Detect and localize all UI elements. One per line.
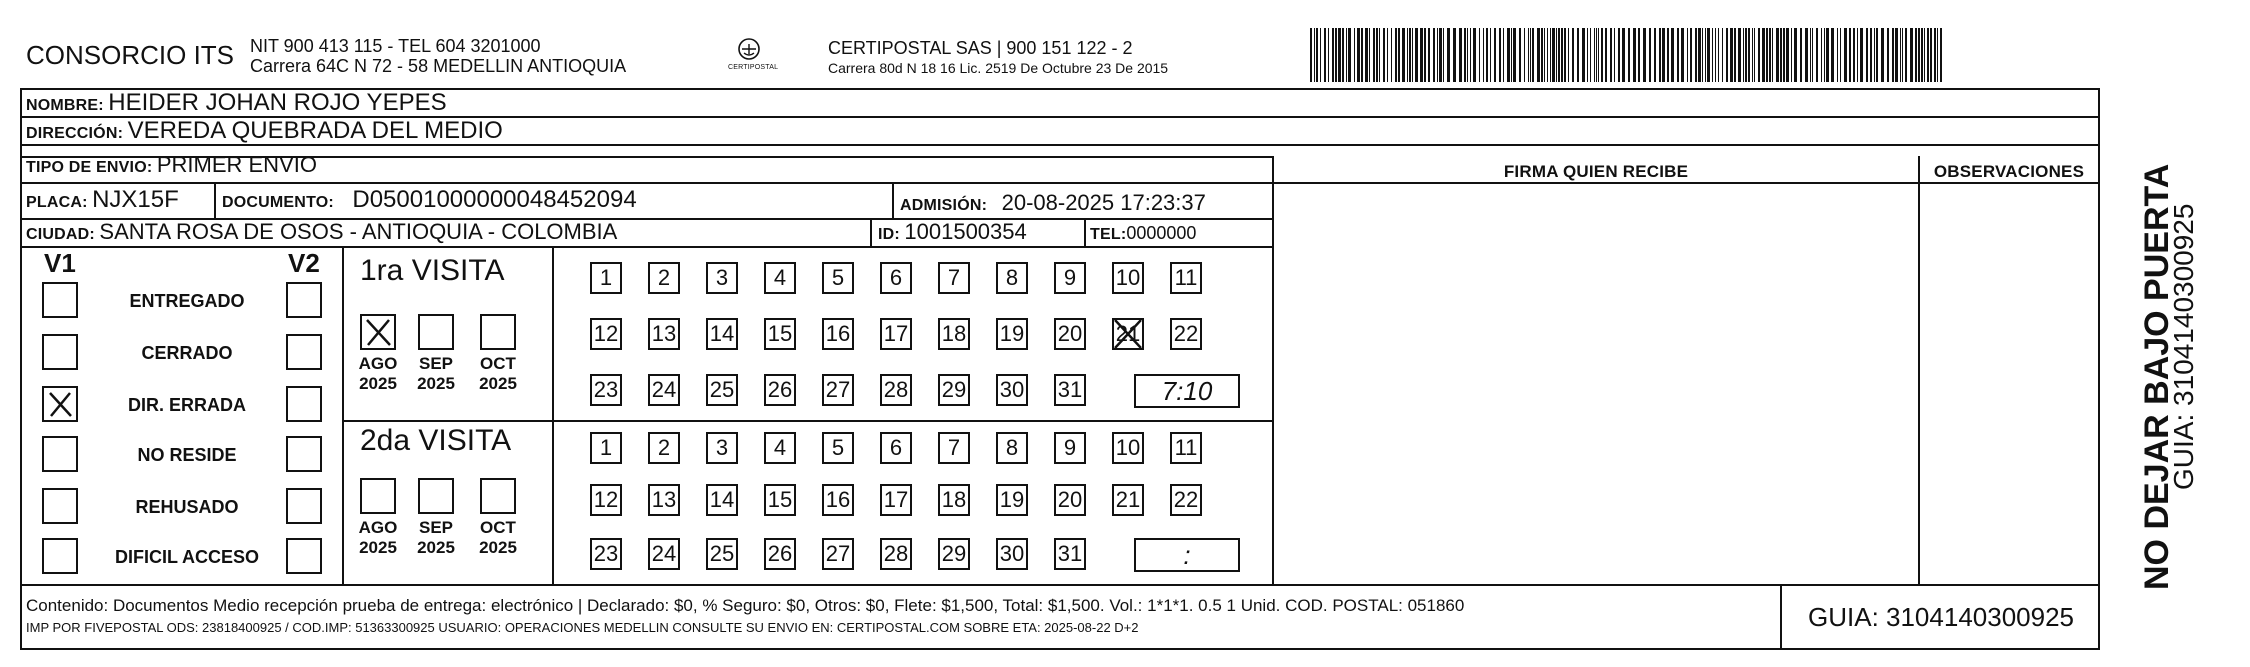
day-number: 22 — [1173, 487, 1199, 512]
barcode — [1310, 28, 1944, 82]
day-box[interactable] — [880, 432, 912, 464]
day-box[interactable] — [706, 484, 738, 516]
day-number: 29 — [941, 377, 967, 402]
day-number: 21 — [1115, 321, 1141, 346]
day-box[interactable] — [822, 432, 854, 464]
status-label: DIR. ERRADA — [127, 395, 246, 415]
day-number: 1 — [599, 265, 613, 290]
time-field[interactable] — [1134, 538, 1240, 572]
day-number: 1 — [599, 435, 613, 460]
tipo-label: TIPO DE ENVIO: — [26, 159, 153, 176]
month-checkbox[interactable] — [418, 478, 454, 514]
day-box[interactable] — [590, 262, 622, 294]
day-number: 27 — [825, 541, 851, 566]
status-label: DIFICIL ACCESO — [114, 547, 259, 567]
day-box[interactable] — [938, 374, 970, 406]
company-info-line2: Carrera 64C N 72 - 58 MEDELLIN ANTIOQUIA — [250, 56, 627, 76]
observations-area[interactable] — [1920, 184, 2098, 584]
documento-value: D05001000000048452094 — [352, 186, 637, 213]
side-warning: NO DEJAR BAJO PUERTA — [2138, 163, 2176, 590]
day-number: 14 — [709, 487, 735, 512]
day-number: 7 — [947, 265, 961, 290]
day-box[interactable] — [1112, 262, 1144, 294]
status-v1-checkbox[interactable] — [42, 436, 78, 472]
day-box[interactable] — [938, 538, 970, 570]
side-text-line2-wrap — [2160, 60, 2210, 650]
day-box[interactable] — [996, 484, 1028, 516]
tel-label: TEL: — [1090, 226, 1127, 243]
day-box[interactable] — [996, 374, 1028, 406]
tipo-row — [26, 152, 317, 178]
day-number: 29 — [941, 541, 967, 566]
day-number: 8 — [1005, 435, 1019, 460]
day-box[interactable] — [764, 538, 796, 570]
admision-value: 20-08-2025 17:23:37 — [1001, 190, 1206, 215]
side-text-line1-wrap — [2110, 60, 2176, 650]
day-number: 23 — [593, 377, 619, 402]
day-number: 24 — [651, 377, 677, 402]
day-number: 9 — [1063, 265, 1077, 290]
company-info-line1: NIT 900 413 115 - TEL 604 3201000 — [250, 36, 541, 56]
day-number: 31 — [1057, 377, 1083, 402]
id-value: 1001500354 — [904, 219, 1027, 244]
direccion-label: DIRECCIÓN: — [26, 125, 124, 142]
status-label: NO RESIDE — [137, 445, 237, 465]
time-field[interactable] — [1134, 374, 1240, 408]
day-number: 31 — [1057, 541, 1083, 566]
time-text: 7:10 — [1161, 376, 1213, 406]
month-checkbox[interactable] — [480, 478, 516, 514]
day-box[interactable] — [880, 318, 912, 350]
day-box[interactable] — [880, 374, 912, 406]
day-number: 14 — [709, 321, 735, 346]
day-box[interactable] — [938, 262, 970, 294]
day-box[interactable] — [822, 262, 854, 294]
cross-mark-icon — [1111, 317, 1145, 351]
day-box[interactable] — [706, 262, 738, 294]
check-mark-icon — [44, 388, 76, 420]
admision-row — [900, 190, 1206, 216]
status-v1-checkbox[interactable] — [42, 386, 78, 422]
placa-row — [26, 186, 179, 214]
day-box[interactable] — [1170, 432, 1202, 464]
day-number: 18 — [941, 321, 967, 346]
status-label: ENTREGADO — [129, 291, 245, 311]
ciudad-row — [26, 219, 617, 245]
day-box[interactable] — [1054, 432, 1086, 464]
status-v2-checkbox[interactable] — [286, 436, 322, 472]
placa-label: PLACA: — [26, 194, 88, 211]
day-box[interactable] — [590, 538, 622, 570]
status-label: CERRADO — [141, 343, 233, 363]
day-box[interactable] — [938, 484, 970, 516]
day-box[interactable] — [648, 374, 680, 406]
day-box[interactable] — [590, 432, 622, 464]
day-number: 8 — [1005, 265, 1019, 290]
day-box[interactable] — [880, 538, 912, 570]
status-v1-checkbox[interactable] — [42, 538, 78, 574]
day-box[interactable] — [996, 262, 1028, 294]
month-year: 2025 — [417, 374, 455, 393]
day-box[interactable] — [880, 262, 912, 294]
courier-info-line1: CERTIPOSTAL SAS | 900 151 122 - 2 — [828, 38, 1133, 58]
day-number: 13 — [651, 487, 677, 512]
day-box[interactable] — [1054, 262, 1086, 294]
day-box[interactable] — [1112, 318, 1144, 350]
status-v2-checkbox[interactable] — [286, 386, 322, 422]
day-box[interactable] — [590, 318, 622, 350]
day-number: 30 — [999, 377, 1025, 402]
direccion-row — [26, 117, 503, 145]
footer-imp: IMP POR FIVEPOSTAL ODS: 23818400925 / COD.IMP: 51363300925 USUARIO: OPERACIONES MEDELLIN CONSULTE SU ENVIO EN: CERTIPOSTAL.COM SOBRE ETA: 2025-08-22 D+2 — [26, 620, 1139, 635]
status-v2-checkbox[interactable] — [286, 282, 322, 318]
day-number: 17 — [883, 321, 909, 346]
status-v2-checkbox[interactable] — [286, 334, 322, 370]
day-box[interactable] — [1054, 374, 1086, 406]
month-checkbox[interactable] — [360, 478, 396, 514]
day-box[interactable] — [1054, 318, 1086, 350]
ciudad-value: SANTA ROSA DE OSOS - ANTIOQUIA - COLOMBIA — [99, 219, 618, 244]
day-box[interactable] — [706, 432, 738, 464]
footer-guia: GUIA: 3104140300925 — [1808, 602, 2074, 632]
day-number: 28 — [883, 377, 909, 402]
month-year: 2025 — [479, 538, 517, 557]
visit2-title: 2da VISITA — [360, 424, 512, 457]
day-box[interactable] — [996, 318, 1028, 350]
month-checkbox[interactable] — [418, 314, 454, 350]
day-number: 12 — [593, 321, 619, 346]
day-number: 26 — [767, 377, 793, 402]
day-box[interactable] — [648, 484, 680, 516]
v1-label: V1 — [44, 248, 76, 278]
day-box[interactable] — [822, 538, 854, 570]
day-number: 10 — [1115, 435, 1141, 460]
day-box[interactable] — [938, 318, 970, 350]
month-name: AGO — [358, 518, 398, 537]
day-number: 15 — [767, 487, 793, 512]
day-box[interactable] — [764, 318, 796, 350]
tel-value: 0000000 — [1126, 223, 1197, 243]
day-box[interactable] — [822, 484, 854, 516]
day-number: 27 — [825, 377, 851, 402]
day-box[interactable] — [938, 432, 970, 464]
day-number: 23 — [593, 541, 619, 566]
day-box[interactable] — [1170, 318, 1202, 350]
status-v2-checkbox[interactable] — [286, 488, 322, 524]
month-checkbox[interactable] — [480, 314, 516, 350]
day-box[interactable] — [1112, 484, 1144, 516]
day-box[interactable] — [1170, 262, 1202, 294]
visit1-title: 1ra VISITA — [360, 254, 505, 287]
day-number: 20 — [1057, 321, 1083, 346]
side-guia: GUIA: 3104140300925 — [2168, 203, 2199, 490]
month-year: 2025 — [359, 538, 397, 557]
company-name: CONSORCIO ITS — [26, 40, 235, 70]
ciudad-label: CIUDAD: — [26, 226, 95, 243]
day-box[interactable] — [1170, 484, 1202, 516]
id-row — [878, 219, 1027, 245]
day-number: 7 — [947, 435, 961, 460]
nombre-row — [26, 89, 447, 117]
month-name: OCT — [480, 518, 516, 537]
day-number: 28 — [883, 541, 909, 566]
day-number: 17 — [883, 487, 909, 512]
day-box[interactable] — [706, 538, 738, 570]
day-box[interactable] — [648, 538, 680, 570]
day-number: 6 — [889, 435, 903, 460]
day-number: 22 — [1173, 321, 1199, 346]
nombre-value: HEIDER JOHAN ROJO YEPES — [108, 89, 447, 116]
day-number: 24 — [651, 541, 677, 566]
day-box[interactable] — [706, 318, 738, 350]
month-year: 2025 — [359, 374, 397, 393]
day-box[interactable] — [822, 374, 854, 406]
courier-info-line2: Carrera 80d N 18 16 Lic. 2519 De Octubre 23 De 2015 — [828, 60, 1169, 76]
day-number: 6 — [889, 265, 903, 290]
month-name: SEP — [418, 518, 454, 537]
day-number: 3 — [715, 265, 729, 290]
day-box[interactable] — [648, 262, 680, 294]
day-number: 30 — [999, 541, 1025, 566]
footer-contenido: Contenido: Documentos Medio recepción prueba de entrega: electrónico | Declarado: $0, % Seguro: $0, Otros: $0, Flete: $1,500, Total: $1,500. Vol.: 1*1*1. 0.5 1 Unid. COD. POSTAL: 051860 — [26, 596, 1465, 615]
day-number: 2 — [657, 265, 671, 290]
status-v1-checkbox[interactable] — [42, 282, 78, 318]
day-number: 18 — [941, 487, 967, 512]
logo-text: CERTIPOSTAL — [728, 64, 779, 71]
month-name: OCT — [480, 354, 516, 373]
check-mark-icon — [362, 316, 394, 348]
day-box[interactable] — [1054, 484, 1086, 516]
day-box[interactable] — [764, 374, 796, 406]
day-number: 2 — [657, 435, 671, 460]
day-number: 25 — [709, 541, 735, 566]
month-name: AGO — [358, 354, 398, 373]
observaciones-header: OBSERVACIONES — [1933, 162, 2085, 181]
id-label: ID: — [878, 226, 900, 243]
month-name: SEP — [418, 354, 454, 373]
day-number: 19 — [999, 487, 1025, 512]
status-v1-checkbox[interactable] — [42, 488, 78, 524]
day-box[interactable] — [1112, 432, 1144, 464]
day-box[interactable] — [764, 484, 796, 516]
day-number: 9 — [1063, 435, 1077, 460]
day-number: 16 — [825, 487, 851, 512]
v2-label: V2 — [288, 248, 320, 278]
placa-value: NJX15F — [92, 186, 179, 213]
day-number: 26 — [767, 541, 793, 566]
firma-header: FIRMA QUIEN RECIBE — [1503, 162, 1689, 181]
day-number: 19 — [999, 321, 1025, 346]
day-number: 11 — [1174, 435, 1198, 460]
day-box[interactable] — [764, 432, 796, 464]
day-box[interactable] — [590, 374, 622, 406]
status-v1-checkbox[interactable] — [42, 334, 78, 370]
documento-label: DOCUMENTO: — [222, 194, 334, 211]
day-number: 25 — [709, 377, 735, 402]
status-v2-checkbox[interactable] — [286, 538, 322, 574]
month-year: 2025 — [417, 538, 455, 557]
day-box[interactable] — [590, 484, 622, 516]
day-number: 3 — [715, 435, 729, 460]
day-box[interactable] — [880, 484, 912, 516]
documento-row — [222, 186, 637, 214]
direccion-value: VEREDA QUEBRADA DEL MEDIO — [127, 117, 503, 144]
day-box[interactable] — [706, 374, 738, 406]
day-number: 10 — [1115, 265, 1141, 290]
day-number: 4 — [773, 265, 787, 290]
day-number: 12 — [593, 487, 619, 512]
day-box[interactable] — [822, 318, 854, 350]
day-box[interactable] — [764, 262, 796, 294]
day-number: 4 — [773, 435, 787, 460]
day-box[interactable] — [996, 432, 1028, 464]
day-number: 11 — [1174, 265, 1198, 290]
day-number: 16 — [825, 321, 851, 346]
day-box[interactable] — [648, 432, 680, 464]
day-number: 20 — [1057, 487, 1083, 512]
day-number: 5 — [831, 265, 845, 290]
day-number: 13 — [651, 321, 677, 346]
day-number: 5 — [831, 435, 845, 460]
tipo-value: PRIMER ENVIO — [156, 152, 317, 177]
day-number: 21 — [1115, 487, 1141, 512]
time-text: : — [1183, 540, 1191, 570]
day-box[interactable] — [1054, 538, 1086, 570]
tel-row — [1090, 223, 1196, 244]
month-checkbox[interactable] — [360, 314, 396, 350]
admision-label: ADMISIÓN: — [900, 197, 988, 214]
status-label: REHUSADO — [135, 497, 239, 517]
day-box[interactable] — [648, 318, 680, 350]
day-box[interactable] — [996, 538, 1028, 570]
nombre-label: NOMBRE: — [26, 97, 104, 114]
signature-area[interactable] — [1274, 184, 1918, 584]
day-number: 15 — [767, 321, 793, 346]
month-year: 2025 — [479, 374, 517, 393]
